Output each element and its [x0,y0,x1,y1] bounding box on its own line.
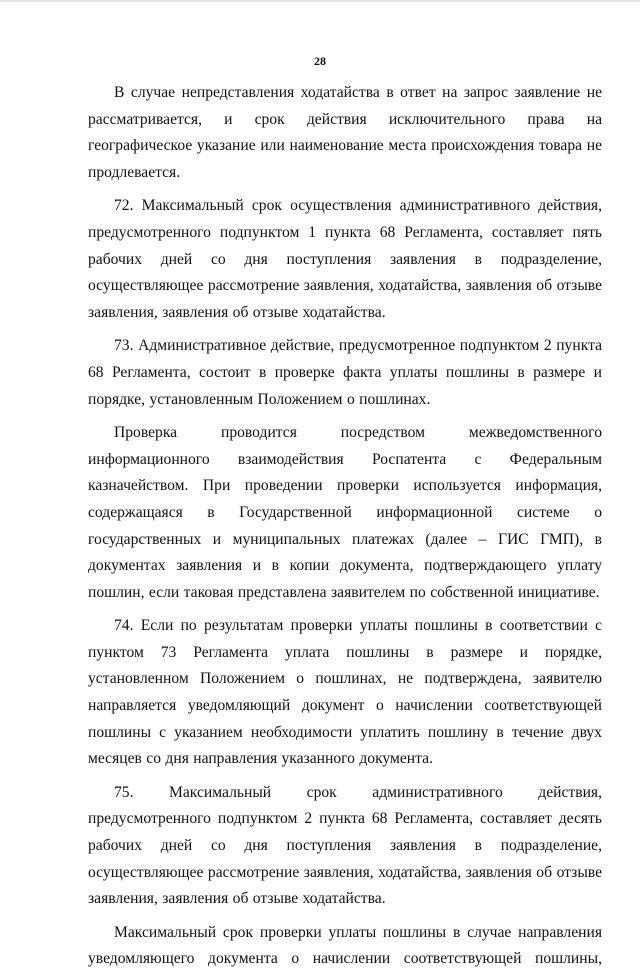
paragraph-nonfiling-petition: В случае непредставления ходатайства в ответ на запрос заявление не рассматривается, и срок действия исключительного права на географическое указание или наименование места происхождения товара не продлевается. [88,84,602,181]
paragraph-73: 73. Административное действие, предусмотренное подпунктом 2 пункта 68 Регламента, состоит в проверке факта уплаты пошлины в размере и порядке, установленным Положением о пошлинах. [88,337,602,408]
paragraph-74: 74. Если по результатам проверки уплаты пошлины в соответствии с пунктом 73 Регламента уплата пошлины в размере и порядке, установленном Положением о пошлинах, не подтверждена, заявителю направляется уведомляющий документ о начислении соответствующей пошлины с указанием необходимости уплатить пошлину в течение двух месяцев со дня направления указанного документа. [88,617,602,768]
paragraph-max-term-continued: Максимальный срок проверки уплаты пошлины в случае направления уведомляющего документа о начислении соответствующей пошлины, [88,923,602,968]
paragraph-72: 72. Максимальный срок осуществления административного действия, предусмотренного подпунктом 1 пункта 68 Регламента, составляет пять рабочих дней со дня поступления заявления в подразделение, осуществляющее рассмотрение заявления, ходатайства, заявления об отзыве заявления, заявления об отзыве ходатайства. [88,197,602,321]
page-number: 28 [314,54,326,68]
paragraph-verification: Проверка проводится посредством межведомственного информационного взаимодействия Роспатента с Федеральным казначейством. При проведении проверки используется информация, содержащаяся в Государственной информационной системе о государственных и муниципальных платежах (далее – ГИС ГМП), в документах заявления и в копии документа, подтверждающего уплату пошлин, если таковая представлена заявителем по собственной инициативе. [88,424,602,601]
document-body [88,80,602,980]
scan-top-edge [0,0,640,2]
paragraph-75: 75. Максимальный срок административного действия, предусмотренного подпунктом 2 пункта 68 Регламента, составляет десять рабочих дней со дня поступления заявления в подразделение, осуществляющее рассмотрение заявления, ходатайства, заявления об отзыве заявления, заявления об отзыве ходатайства. [88,783,602,908]
